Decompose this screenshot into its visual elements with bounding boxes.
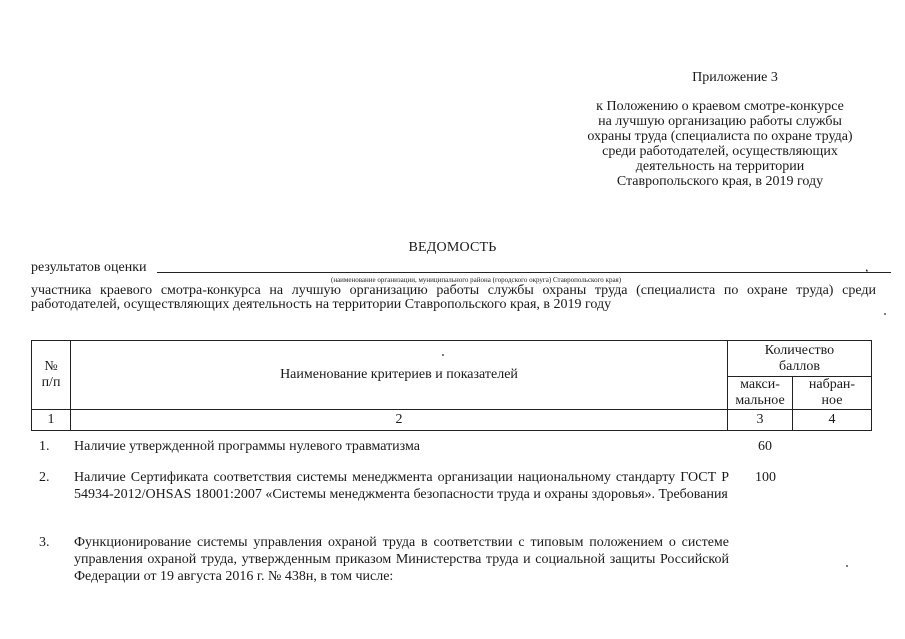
criterion-text: Наличие Сертификата соответствия системы менеджмента организации национальному стандарту ГОСТ Р 54934-2012/OHSAS 18001:2007 «Системы менеджмента безопасности труда и охраны здоровья». Требования: [74, 470, 729, 502]
results-label: результатов оценки: [31, 260, 147, 275]
fill-in-caption: (наименование организации, муниципального района (городского округа) Ставропольского края): [331, 276, 622, 284]
fill-in-line: [157, 272, 891, 273]
scan-speck: [846, 565, 848, 567]
col-name-header: Наименование критериев и показателей: [71, 341, 728, 410]
index-cell: 1: [32, 410, 71, 431]
document-title: ВЕДОМОСТЬ: [408, 240, 497, 255]
index-cell: 4: [793, 410, 872, 431]
col-points-header: Количество баллов: [728, 341, 872, 377]
annex-block: [560, 70, 880, 189]
col-number-header: № п/п: [32, 341, 71, 410]
criterion-text: Наличие утвержденной программы нулевого травматизма: [74, 439, 420, 454]
criterion-number: 2.: [39, 470, 50, 485]
annex-number: Приложение 3: [692, 70, 778, 85]
index-cell: 3: [728, 410, 793, 431]
results-line: [31, 260, 876, 284]
results-comma: ,: [865, 260, 869, 275]
scan-speck: [884, 313, 886, 315]
criterion-number: 3.: [39, 535, 50, 550]
participant-text: участника краевого смотра-конкурса на лучшую организацию работы службы охраны труда (специалиста по охране труда) среди работодателей, осуществляющих деятельность на территории Ставропольского края, в 2019 году: [31, 283, 876, 312]
annex-line: охраны труда (специалиста по охране труда): [587, 129, 853, 144]
annex-line: на лучшую организацию работы службы: [598, 114, 842, 129]
annex-line: деятельность на территории: [635, 159, 805, 174]
scan-speck: [442, 354, 444, 356]
index-cell: 2: [71, 410, 728, 431]
criteria-header-table: [31, 340, 872, 431]
annex-line: к Положению о краевом смотре-конкурсе: [596, 99, 844, 114]
annex-line: Ставропольского края, в 2019 году: [616, 174, 824, 189]
col-max-header: макси- мальное: [728, 377, 793, 410]
annex-line: среди работодателей, осуществляющих: [602, 144, 838, 159]
criterion-max-points: 100: [755, 470, 776, 485]
col-scored-header: набран- ное: [793, 377, 872, 410]
criterion-number: 1.: [39, 439, 50, 454]
criterion-text: Функционирование системы управления охраной труда в соответствии с типовым положением о системе управления охраной труда, утвержденным приказом Министерства труда и социальной защиты Российской Федерации от 19 августа 2016 г. № 438н, в том числе:: [74, 535, 729, 584]
criterion-max-points: 60: [758, 439, 772, 454]
